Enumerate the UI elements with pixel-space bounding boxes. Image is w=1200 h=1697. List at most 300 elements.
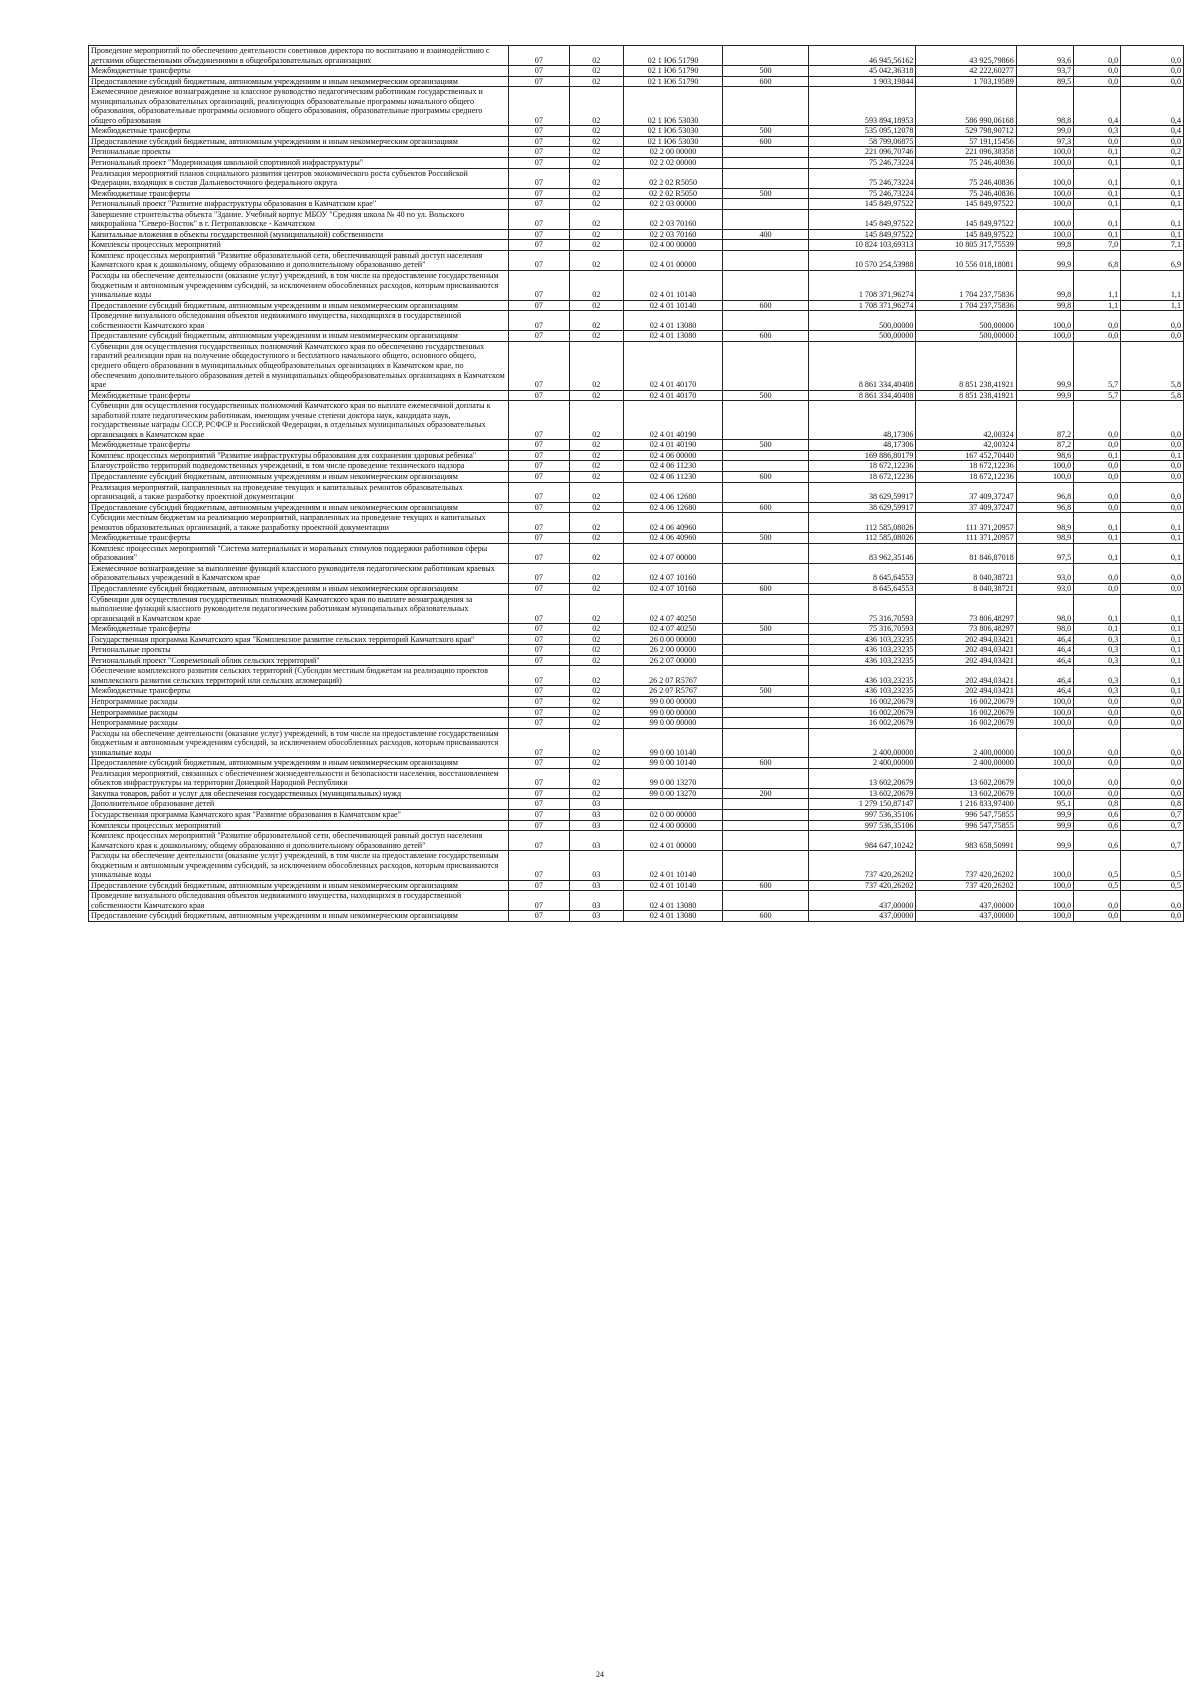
expense-type-code-cell [723,87,809,126]
expense-type-code-cell [723,250,809,270]
subsection-code-cell: 02 [569,229,623,240]
planned-amount-cell: 16 002,20679 [808,697,916,708]
section-code-cell: 07 [509,624,570,635]
subsection-code-cell: 02 [569,87,623,126]
execution-percent-cell: 99,8 [1016,240,1073,251]
planned-amount-cell: 8 861 334,40408 [808,390,916,401]
executed-amount-cell: 167 452,70440 [916,450,1016,461]
planned-amount-cell: 8 861 334,40408 [808,341,916,390]
share-executed-cell: 0,7 [1121,820,1184,831]
row-name-cell: Непрограммные расходы [89,697,509,708]
execution-percent-cell: 99,9 [1016,390,1073,401]
share-plan-cell: 0,0 [1074,502,1121,513]
share-executed-cell: 0,8 [1121,799,1184,810]
subsection-code-cell: 02 [569,728,623,758]
share-executed-cell: 0,1 [1121,594,1184,624]
subsection-code-cell: 02 [569,240,623,251]
subsection-code-cell: 02 [569,583,623,594]
planned-amount-cell: 1 708 371,96274 [808,271,916,301]
table-row [89,126,1184,137]
table-row [89,911,1184,922]
executed-amount-cell: 75 246,40836 [916,168,1016,188]
subsection-code-cell: 02 [569,718,623,729]
executed-amount-cell: 57 191,15456 [916,136,1016,147]
target-article-code-cell: 02 4 06 12680 [623,502,722,513]
subsection-code-cell: 02 [569,250,623,270]
table-row [89,158,1184,169]
executed-amount-cell: 145 849,97522 [916,209,1016,229]
share-plan-cell: 0,0 [1074,707,1121,718]
planned-amount-cell: 2 400,00000 [808,758,916,769]
share-plan-cell: 0,0 [1074,461,1121,472]
table-row [89,502,1184,513]
target-article-code-cell: 02 4 01 40170 [623,390,722,401]
target-article-code-cell: 02 4 07 10160 [623,563,722,583]
expense-type-code-cell [723,563,809,583]
planned-amount-cell: 436 103,23235 [808,686,916,697]
share-plan-cell: 0,0 [1074,66,1121,77]
share-executed-cell: 5,8 [1121,390,1184,401]
section-code-cell: 07 [509,697,570,708]
executed-amount-cell: 42,00324 [916,440,1016,451]
execution-percent-cell: 89,5 [1016,76,1073,87]
planned-amount-cell: 75 246,73224 [808,188,916,199]
execution-percent-cell: 100,0 [1016,728,1073,758]
planned-amount-cell: 500,00000 [808,331,916,342]
execution-percent-cell: 95,1 [1016,799,1073,810]
table-row [89,583,1184,594]
share-executed-cell: 0,7 [1121,831,1184,851]
section-code-cell: 07 [509,450,570,461]
section-code-cell: 07 [509,300,570,311]
share-executed-cell: 0,1 [1121,634,1184,645]
section-code-cell: 07 [509,147,570,158]
share-executed-cell: 0,0 [1121,911,1184,922]
table-row [89,46,1184,66]
section-code-cell: 07 [509,513,570,533]
target-article-code-cell: 99 0 00 10140 [623,728,722,758]
share-executed-cell: 0,1 [1121,645,1184,656]
expense-type-code-cell [723,768,809,788]
executed-amount-cell: 996 547,75855 [916,810,1016,821]
subsection-code-cell: 02 [569,645,623,656]
expense-type-code-cell: 500 [723,126,809,137]
executed-amount-cell: 8 040,38721 [916,563,1016,583]
execution-percent-cell: 87,2 [1016,440,1073,451]
target-article-code-cell: 02 1 Ю6 51790 [623,66,722,77]
planned-amount-cell: 10 824 103,69313 [808,240,916,251]
planned-amount-cell: 8 645,64553 [808,563,916,583]
share-plan-cell: 0,1 [1074,229,1121,240]
executed-amount-cell: 500,00000 [916,311,1016,331]
execution-percent-cell: 93,0 [1016,583,1073,594]
target-article-code-cell: 02 4 07 00000 [623,543,722,563]
subsection-code-cell: 03 [569,880,623,891]
table-row [89,331,1184,342]
subsection-code-cell: 02 [569,502,623,513]
row-name-cell: Межбюджетные трансферты [89,126,509,137]
share-executed-cell: 0,0 [1121,758,1184,769]
subsection-code-cell: 02 [569,697,623,708]
execution-percent-cell: 100,0 [1016,768,1073,788]
row-name-cell: Предоставление субсидий бюджетным, автономным учреждениям и иным некоммерческим организациям [89,583,509,594]
execution-percent-cell: 98,0 [1016,594,1073,624]
expense-type-code-cell [723,810,809,821]
target-article-code-cell: 99 0 00 00000 [623,718,722,729]
planned-amount-cell: 984 647,10242 [808,831,916,851]
page-number: 24 [596,1670,604,1679]
target-article-code-cell: 99 0 00 13270 [623,788,722,799]
share-executed-cell: 0,1 [1121,533,1184,544]
expense-type-code-cell: 600 [723,502,809,513]
target-article-code-cell: 02 4 01 10140 [623,300,722,311]
section-code-cell: 07 [509,686,570,697]
target-article-code-cell: 02 4 01 13080 [623,911,722,922]
planned-amount-cell: 437,00000 [808,911,916,922]
target-article-code-cell: 02 1 Ю6 53030 [623,136,722,147]
budget-table [88,45,1184,922]
subsection-code-cell: 02 [569,543,623,563]
execution-percent-cell: 100,0 [1016,229,1073,240]
share-executed-cell: 1,1 [1121,300,1184,311]
subsection-code-cell: 03 [569,799,623,810]
share-executed-cell: 6,9 [1121,250,1184,270]
planned-amount-cell: 83 962,35146 [808,543,916,563]
execution-percent-cell: 93,6 [1016,46,1073,66]
execution-percent-cell: 100,0 [1016,199,1073,210]
table-row [89,450,1184,461]
section-code-cell: 07 [509,209,570,229]
share-executed-cell: 0,0 [1121,471,1184,482]
table-row [89,655,1184,666]
target-article-code-cell: 26 2 07 R5767 [623,686,722,697]
executed-amount-cell: 8 851 238,41921 [916,390,1016,401]
section-code-cell: 07 [509,666,570,686]
section-code-cell: 07 [509,341,570,390]
share-plan-cell: 0,0 [1074,46,1121,66]
target-article-code-cell: 02 2 03 70160 [623,229,722,240]
section-code-cell: 07 [509,136,570,147]
target-article-code-cell: 02 4 01 00000 [623,250,722,270]
target-article-code-cell: 02 4 07 40250 [623,624,722,635]
expense-type-code-cell [723,820,809,831]
share-executed-cell: 0,7 [1121,810,1184,821]
execution-percent-cell: 100,0 [1016,718,1073,729]
share-executed-cell: 0,4 [1121,126,1184,137]
planned-amount-cell: 38 629,59917 [808,502,916,513]
share-plan-cell: 0,0 [1074,401,1121,440]
section-code-cell: 07 [509,911,570,922]
target-article-code-cell: 02 1 Ю6 53030 [623,126,722,137]
subsection-code-cell: 02 [569,768,623,788]
planned-amount-cell: 112 585,08026 [808,533,916,544]
execution-percent-cell: 99,8 [1016,271,1073,301]
section-code-cell: 07 [509,199,570,210]
subsection-code-cell: 02 [569,533,623,544]
execution-percent-cell: 96,8 [1016,482,1073,502]
share-executed-cell: 0,0 [1121,401,1184,440]
row-name-cell: Проведение визуального обследования объектов недвижимого имущества, находящихся в государственной собственности Камчатского края [89,311,509,331]
target-article-code-cell: 02 1 Ю6 53030 [623,87,722,126]
executed-amount-cell: 42 222,60277 [916,66,1016,77]
share-executed-cell: 0,0 [1121,768,1184,788]
row-name-cell: Региональные проекты [89,645,509,656]
table-row [89,188,1184,199]
share-executed-cell: 0,0 [1121,788,1184,799]
planned-amount-cell: 997 536,35106 [808,820,916,831]
expense-type-code-cell [723,666,809,686]
target-article-code-cell: 02 4 06 40960 [623,533,722,544]
row-name-cell: Закупка товаров, работ и услуг для обеспечения государственных (муниципальных) нужд [89,788,509,799]
executed-amount-cell: 13 602,20679 [916,768,1016,788]
row-name-cell: Предоставление субсидий бюджетным, автономным учреждениям и иным некоммерческим организациям [89,911,509,922]
share-executed-cell: 0,1 [1121,229,1184,240]
execution-percent-cell: 99,9 [1016,341,1073,390]
subsection-code-cell: 02 [569,401,623,440]
subsection-code-cell: 02 [569,482,623,502]
executed-amount-cell: 145 849,97522 [916,199,1016,210]
row-name-cell: Проведение мероприятий по обеспечению деятельности советников директора по воспитанию и взаимодействию с детскими общественными объединениями в общеобразовательных организациях [89,46,509,66]
share-executed-cell: 0,0 [1121,891,1184,911]
planned-amount-cell: 18 672,12236 [808,471,916,482]
executed-amount-cell: 2 400,00000 [916,728,1016,758]
executed-amount-cell: 202 494,03421 [916,645,1016,656]
row-name-cell: Комплекс процессных мероприятий "Развитие образовательной сети, обеспечивающей равный доступ населения Камчатского края к дошкольному, общему образованию и дополнительному образованию детей" [89,831,509,851]
target-article-code-cell: 26 2 07 R5767 [623,666,722,686]
planned-amount-cell: 535 095,12078 [808,126,916,137]
executed-amount-cell: 2 400,00000 [916,758,1016,769]
table-row [89,788,1184,799]
subsection-code-cell: 02 [569,126,623,137]
expense-type-code-cell [723,697,809,708]
executed-amount-cell: 500,00000 [916,331,1016,342]
expense-type-code-cell [723,707,809,718]
section-code-cell: 07 [509,655,570,666]
expense-type-code-cell [723,594,809,624]
table-row [89,810,1184,821]
planned-amount-cell: 145 849,97522 [808,199,916,210]
planned-amount-cell: 16 002,20679 [808,707,916,718]
expense-type-code-cell [723,891,809,911]
table-row [89,543,1184,563]
subsection-code-cell: 02 [569,624,623,635]
table-body [89,46,1184,922]
target-article-code-cell: 26 2 00 00000 [623,645,722,656]
execution-percent-cell: 99,9 [1016,250,1073,270]
row-name-cell: Предоставление субсидий бюджетным, автономным учреждениям и иным некоммерческим организациям [89,502,509,513]
table-row [89,311,1184,331]
row-name-cell: Расходы на обеспечение деятельности (оказание услуг) учреждений, в том числе на предоставление государственным бюджетным и автономным учреждениям субсидий, за исключением обособленных расходов, которым присваиваются уникальные коды [89,728,509,758]
section-code-cell: 07 [509,471,570,482]
section-code-cell: 07 [509,168,570,188]
row-name-cell: Государственная программа Камчатского края "Развитие образования в Камчатском крае" [89,810,509,821]
share-executed-cell: 0,0 [1121,563,1184,583]
planned-amount-cell: 437,00000 [808,891,916,911]
execution-percent-cell: 100,0 [1016,461,1073,472]
table-row [89,209,1184,229]
subsection-code-cell: 02 [569,300,623,311]
section-code-cell: 07 [509,851,570,881]
expense-type-code-cell: 500 [723,66,809,77]
section-code-cell: 07 [509,820,570,831]
share-executed-cell: 0,0 [1121,707,1184,718]
table-row [89,799,1184,810]
share-executed-cell: 0,0 [1121,718,1184,729]
expense-type-code-cell [723,831,809,851]
share-plan-cell: 0,1 [1074,199,1121,210]
share-executed-cell: 0,1 [1121,450,1184,461]
table-row [89,891,1184,911]
subsection-code-cell: 03 [569,851,623,881]
share-plan-cell: 5,7 [1074,390,1121,401]
share-plan-cell: 0,3 [1074,126,1121,137]
share-executed-cell: 0,0 [1121,583,1184,594]
expense-type-code-cell [723,634,809,645]
share-plan-cell: 0,1 [1074,533,1121,544]
table-row [89,768,1184,788]
executed-amount-cell: 221 096,38358 [916,147,1016,158]
share-plan-cell: 0,0 [1074,697,1121,708]
section-code-cell: 07 [509,758,570,769]
executed-amount-cell: 586 990,06168 [916,87,1016,126]
execution-percent-cell: 99,9 [1016,820,1073,831]
expense-type-code-cell: 600 [723,331,809,342]
expense-type-code-cell [723,461,809,472]
row-name-cell: Непрограммные расходы [89,707,509,718]
executed-amount-cell: 13 602,20679 [916,788,1016,799]
execution-percent-cell: 99,8 [1016,300,1073,311]
section-code-cell: 07 [509,188,570,199]
planned-amount-cell: 75 246,73224 [808,158,916,169]
row-name-cell: Предоставление субсидий бюджетным, автономным учреждениям и иным некоммерческим организациям [89,76,509,87]
target-article-code-cell: 02 1 Ю6 51790 [623,46,722,66]
execution-percent-cell: 98,9 [1016,513,1073,533]
section-code-cell: 07 [509,891,570,911]
executed-amount-cell: 43 925,79866 [916,46,1016,66]
table-row [89,401,1184,440]
execution-percent-cell: 97,3 [1016,136,1073,147]
section-code-cell: 07 [509,634,570,645]
row-name-cell: Предоставление субсидий бюджетным, автономным учреждениям и иным некоммерческим организациям [89,136,509,147]
section-code-cell: 07 [509,482,570,502]
row-name-cell: Предоставление субсидий бюджетным, автономным учреждениям и иным некоммерческим организациям [89,471,509,482]
planned-amount-cell: 10 570 254,53988 [808,250,916,270]
planned-amount-cell: 2 400,00000 [808,728,916,758]
target-article-code-cell: 99 0 00 00000 [623,707,722,718]
subsection-code-cell: 03 [569,911,623,922]
row-name-cell: Субсидии местным бюджетам на реализацию мероприятий, направленных на проведение текущих и капитальных ремонтов образовательных организаций, а также разработку проектной документации [89,513,509,533]
subsection-code-cell: 02 [569,331,623,342]
section-code-cell: 07 [509,594,570,624]
target-article-code-cell: 02 2 03 70160 [623,209,722,229]
share-plan-cell: 0,8 [1074,799,1121,810]
target-article-code-cell: 02 4 01 10140 [623,271,722,301]
share-plan-cell: 7,0 [1074,240,1121,251]
row-name-cell: Предоставление субсидий бюджетным, автономным учреждениям и иным некоммерческим организациям [89,331,509,342]
section-code-cell: 07 [509,645,570,656]
target-article-code-cell [623,799,722,810]
row-name-cell: Комплекс процессных мероприятий "Система материальных и моральных стимулов поддержки работников сферы образования" [89,543,509,563]
expense-type-code-cell: 600 [723,76,809,87]
table-row [89,594,1184,624]
expense-type-code-cell [723,240,809,251]
target-article-code-cell: 02 4 01 13080 [623,311,722,331]
planned-amount-cell: 145 849,97522 [808,209,916,229]
share-executed-cell: 0,1 [1121,543,1184,563]
table-row [89,686,1184,697]
expense-type-code-cell [723,401,809,440]
target-article-code-cell: 02 4 06 11230 [623,471,722,482]
section-code-cell: 07 [509,718,570,729]
table-row [89,240,1184,251]
table-row [89,271,1184,301]
execution-percent-cell: 100,0 [1016,697,1073,708]
share-executed-cell: 5,8 [1121,341,1184,390]
expense-type-code-cell: 600 [723,583,809,594]
target-article-code-cell: 02 2 03 00000 [623,199,722,210]
section-code-cell: 07 [509,880,570,891]
execution-percent-cell: 99,9 [1016,831,1073,851]
subsection-code-cell: 03 [569,891,623,911]
target-article-code-cell: 02 4 01 40170 [623,341,722,390]
share-executed-cell: 0,2 [1121,147,1184,158]
planned-amount-cell: 169 886,80179 [808,450,916,461]
executed-amount-cell: 437,00000 [916,891,1016,911]
subsection-code-cell: 02 [569,271,623,301]
share-plan-cell: 0,1 [1074,168,1121,188]
expense-type-code-cell: 500 [723,440,809,451]
row-name-cell: Реализация мероприятий, связанных с обеспечением жизнедеятельности и безопасности населения, восстановлением объектов инфраструктуры на территории Донецкой Народной Республики [89,768,509,788]
share-plan-cell: 0,1 [1074,624,1121,635]
executed-amount-cell: 983 658,50991 [916,831,1016,851]
expense-type-code-cell [723,158,809,169]
subsection-code-cell: 02 [569,686,623,697]
subsection-code-cell: 02 [569,147,623,158]
expense-type-code-cell [723,450,809,461]
share-plan-cell: 0,5 [1074,880,1121,891]
expense-type-code-cell: 600 [723,911,809,922]
expense-type-code-cell: 500 [723,390,809,401]
table-row [89,851,1184,881]
row-name-cell: Расходы на обеспечение деятельности (оказание услуг) учреждений, в том числе на предоставление государственным бюджетным и автономным учреждениям субсидий, за исключением обособленных расходов, которым присваиваются уникальные коды [89,851,509,881]
target-article-code-cell: 02 4 01 10140 [623,880,722,891]
target-article-code-cell: 02 2 00 00000 [623,147,722,158]
row-name-cell: Обеспечение комплексного развития сельских территорий (Субсидии местным бюджетам на реализацию проектов комплексного развития сельских территорий или сельских агломераций) [89,666,509,686]
share-executed-cell: 0,0 [1121,697,1184,708]
planned-amount-cell: 436 103,23235 [808,645,916,656]
share-plan-cell: 0,1 [1074,158,1121,169]
table-row [89,563,1184,583]
planned-amount-cell: 145 849,97522 [808,229,916,240]
table-row [89,250,1184,270]
executed-amount-cell: 37 409,37247 [916,502,1016,513]
row-name-cell: Предоставление субсидий бюджетным, автономным учреждениям и иным некоммерческим организациям [89,880,509,891]
row-name-cell: Реализация мероприятий планов социального развития центров экономического роста субъектов Российской Федерации, входящих в состав Дальневосточного федерального округа [89,168,509,188]
share-plan-cell: 0,1 [1074,209,1121,229]
execution-percent-cell: 100,0 [1016,147,1073,158]
planned-amount-cell: 58 799,06875 [808,136,916,147]
section-code-cell: 07 [509,126,570,137]
share-plan-cell: 0,0 [1074,563,1121,583]
share-plan-cell: 0,0 [1074,136,1121,147]
section-code-cell: 07 [509,66,570,77]
table-row [89,147,1184,158]
subsection-code-cell: 02 [569,199,623,210]
row-name-cell: Межбюджетные трансферты [89,533,509,544]
share-executed-cell: 0,1 [1121,168,1184,188]
share-plan-cell: 0,3 [1074,634,1121,645]
share-executed-cell: 0,0 [1121,502,1184,513]
